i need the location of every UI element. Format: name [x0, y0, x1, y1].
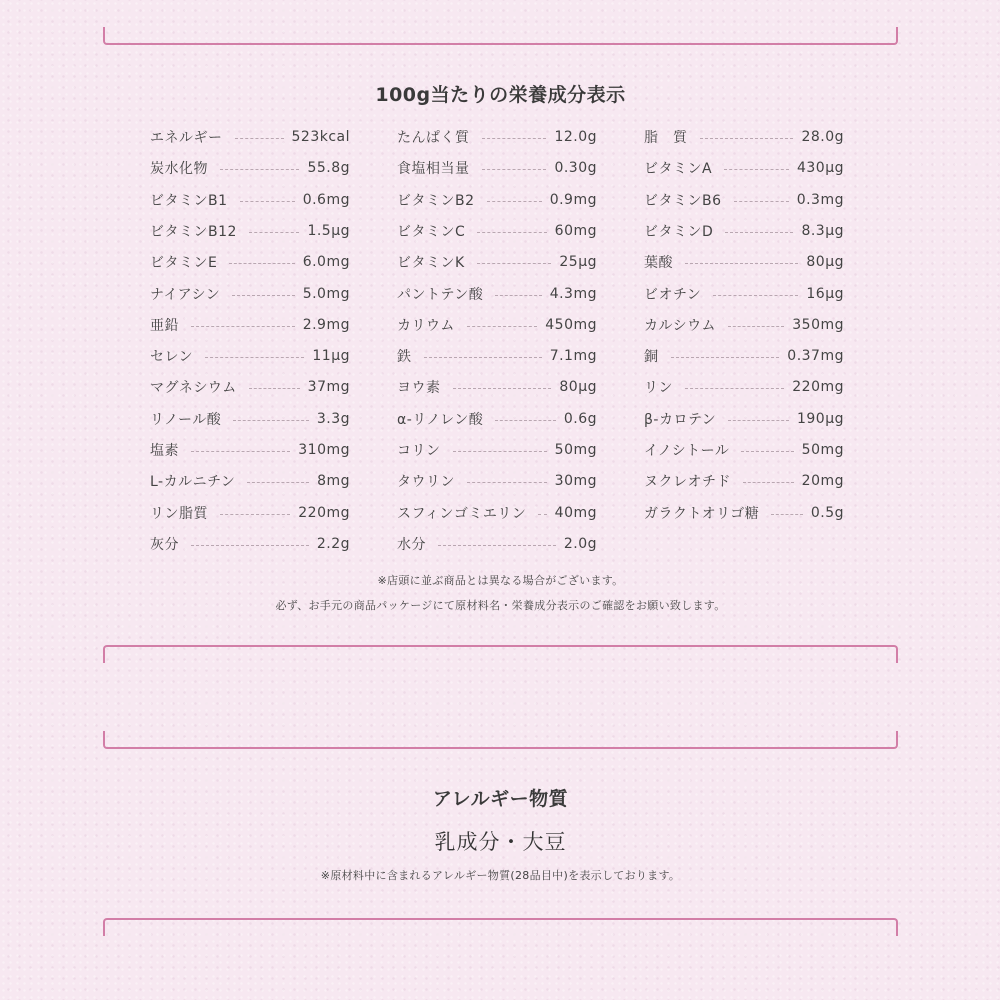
table-row: [150, 251, 844, 282]
nutrient-item: [644, 376, 844, 398]
nutrient-item: [397, 408, 597, 430]
nutrient-name: リノール酸: [150, 412, 222, 428]
nutrient-name: 塩素: [150, 443, 179, 459]
nutrient-item: [397, 157, 597, 179]
nutrient-value: 350mg: [792, 317, 844, 333]
nutrient-value: 0.6g: [563, 411, 597, 427]
nutrient-name: 亜鉛: [150, 318, 179, 334]
table-row: [150, 283, 844, 314]
nutrient-item: [644, 283, 844, 305]
nutrient-item: [397, 376, 597, 398]
dotted-leader: [467, 326, 537, 327]
allergy-title: アレルギー物質: [432, 788, 569, 810]
nutrient-value: 5.0mg: [302, 286, 350, 302]
nutrient-item: [150, 439, 350, 461]
dotted-leader: [220, 169, 299, 170]
dotted-leader: [495, 420, 556, 421]
dotted-leader: [743, 482, 794, 483]
nutrient-value: 450mg: [545, 317, 597, 333]
nutrition-title: 100g当たりの栄養成分表示: [375, 84, 626, 106]
nutrient-item: [397, 283, 597, 305]
nutrient-item: [644, 439, 844, 461]
panel-top-bracket: [103, 27, 898, 45]
allergy-panel: [103, 731, 898, 936]
nutrient-name: ナイアシン: [150, 287, 221, 303]
dotted-leader: [725, 232, 793, 233]
nutrient-value: 25μg: [559, 254, 597, 270]
dotted-leader: [482, 169, 547, 170]
nutrient-item: [150, 408, 350, 430]
nutrient-name: 食塩相当量: [397, 161, 470, 177]
nutrient-value: 40mg: [554, 505, 597, 521]
nutrient-name: ビタミンB1: [150, 193, 228, 209]
nutrient-name: ビタミンB2: [397, 193, 475, 209]
nutrient-name: セレン: [150, 349, 194, 365]
dotted-leader: [477, 263, 552, 264]
dotted-leader: [453, 451, 547, 452]
table-row: [150, 470, 844, 501]
nutrient-value: 3.3g: [316, 411, 350, 427]
dotted-leader: [424, 357, 542, 358]
dotted-leader: [728, 420, 789, 421]
nutrient-name: パントテン酸: [397, 287, 484, 303]
nutrient-item: [150, 189, 350, 211]
nutrient-value: 55.8g: [307, 160, 350, 176]
nutrient-item: [150, 376, 350, 398]
nutrient-value: 28.0g: [801, 129, 844, 145]
nutrient-item: [644, 126, 844, 148]
nutrient-value: 1.5μg: [307, 223, 350, 239]
nutrient-item: [644, 470, 844, 492]
dotted-leader: [477, 232, 546, 233]
nutrient-item: [397, 314, 597, 336]
nutrient-name: 脂 質: [644, 130, 688, 146]
table-row: [150, 502, 844, 533]
nutrient-item: [397, 502, 597, 524]
nutrient-item: [397, 189, 597, 211]
table-row: [150, 157, 844, 188]
dotted-leader: [713, 295, 798, 296]
panel-top-bracket: [103, 731, 898, 749]
table-row: [150, 189, 844, 220]
nutrient-name: カリウム: [397, 318, 455, 334]
nutrient-name: リン: [644, 380, 673, 396]
nutrient-name: ビオチン: [644, 287, 702, 303]
nutrient-item: [150, 533, 350, 555]
nutrient-value: 30mg: [554, 473, 597, 489]
nutrient-item: [150, 126, 350, 148]
nutrient-item: [150, 251, 350, 273]
allergy-value: 乳成分・大豆: [434, 830, 567, 854]
nutrient-value: 50mg: [801, 442, 844, 458]
nutrient-value: 8mg: [317, 473, 350, 489]
nutrient-value: 80μg: [559, 379, 597, 395]
nutrient-name: ビタミンB6: [644, 193, 722, 209]
nutrient-name: ビタミンE: [150, 255, 218, 271]
nutrient-value: 190μg: [796, 411, 844, 427]
nutrient-value: 37mg: [307, 379, 350, 395]
nutrient-name: イノシトール: [644, 443, 730, 459]
nutrient-item: [150, 502, 350, 524]
dotted-leader: [700, 138, 794, 139]
dotted-leader: [233, 420, 309, 421]
nutrient-item: [644, 220, 844, 242]
dotted-leader: [685, 388, 784, 389]
nutrient-name: ビタミンD: [644, 224, 714, 240]
nutrient-item: [397, 533, 597, 555]
nutrient-name: β-カロテン: [644, 412, 717, 428]
nutrient-item: [644, 408, 844, 430]
table-row: [150, 533, 844, 564]
nutrient-name: エネルギー: [150, 130, 223, 146]
dotted-leader: [724, 169, 789, 170]
nutrient-name: ヨウ素: [397, 380, 441, 396]
nutrient-name: 銅: [644, 349, 659, 365]
table-row: [150, 408, 844, 439]
dotted-leader: [205, 357, 304, 358]
nutrient-value: 2.9mg: [302, 317, 350, 333]
nutrient-value: 0.30g: [554, 160, 597, 176]
dotted-leader: [685, 263, 798, 264]
nutrient-name: ビタミンB12: [150, 224, 237, 240]
dotted-leader: [741, 451, 793, 452]
nutrient-item: [150, 470, 350, 492]
dotted-leader: [247, 482, 309, 483]
nutrient-name: カルシウム: [644, 318, 717, 334]
nutrient-name: たんぱく質: [397, 130, 470, 146]
nutrient-value: 4.3mg: [549, 286, 597, 302]
nutrient-name: 葉酸: [644, 255, 673, 271]
nutrition-panel: [103, 27, 898, 663]
nutrient-name: コリン: [397, 443, 441, 459]
dotted-leader: [232, 295, 295, 296]
nutrient-value: 220mg: [298, 505, 350, 521]
table-row: [150, 439, 844, 470]
panel-bottom-bracket: [103, 918, 898, 936]
dotted-leader: [467, 482, 547, 483]
dotted-leader: [438, 545, 556, 546]
nutrient-item: [644, 189, 844, 211]
dotted-leader: [191, 451, 290, 452]
nutrient-name: 炭水化物: [150, 161, 208, 177]
nutrient-name: α-リノレン酸: [397, 412, 484, 428]
nutrient-item: [644, 251, 844, 273]
nutrient-item: [397, 439, 597, 461]
nutrient-value: 0.3mg: [796, 192, 844, 208]
nutrient-value: 220mg: [792, 379, 844, 395]
nutrient-name: L-カルニチン: [150, 474, 236, 490]
nutrition-note-2: 必ず、お手元の商品パッケージにて原材料名・栄養成分表示のご確認をお願い致します。: [275, 599, 726, 612]
nutrient-value: 2.2g: [316, 536, 350, 552]
nutrient-value: 523kcal: [291, 129, 350, 145]
table-row: [150, 126, 844, 157]
nutrient-name: ビタミンC: [397, 224, 466, 240]
nutrient-name: ビタミンK: [397, 255, 465, 271]
dotted-leader: [229, 263, 294, 264]
dotted-leader: [734, 201, 789, 202]
dotted-leader: [191, 326, 295, 327]
nutrient-item: [397, 470, 597, 492]
table-row: [150, 314, 844, 345]
nutrient-item: [150, 314, 350, 336]
nutrient-item: [150, 220, 350, 242]
nutrition-table: [150, 126, 844, 566]
dotted-leader: [487, 201, 542, 202]
panel-bottom-bracket: [103, 645, 898, 663]
nutrient-value: 0.9mg: [549, 192, 597, 208]
nutrient-item: [397, 126, 597, 148]
nutrient-value: 430μg: [796, 160, 844, 176]
dotted-leader: [220, 514, 290, 515]
nutrient-value: 8.3μg: [801, 223, 844, 239]
nutrient-name: リン脂質: [150, 506, 208, 522]
dotted-leader: [495, 295, 541, 296]
nutrient-value: 16μg: [806, 286, 844, 302]
nutrient-name: タウリン: [397, 474, 455, 490]
nutrient-item: [397, 220, 597, 242]
dotted-leader: [249, 232, 300, 233]
dotted-leader: [191, 545, 309, 546]
nutrient-item: [644, 157, 844, 179]
nutrient-item: [644, 314, 844, 336]
dotted-leader: [728, 326, 784, 327]
nutrient-value: 310mg: [298, 442, 350, 458]
nutrient-value: 11μg: [312, 348, 350, 364]
nutrient-item: [397, 345, 597, 367]
dotted-leader: [482, 138, 547, 139]
dotted-leader: [249, 388, 300, 389]
table-row: [150, 345, 844, 376]
table-row: [150, 220, 844, 251]
nutrient-item: [150, 157, 350, 179]
nutrient-value: 0.6mg: [302, 192, 350, 208]
dotted-leader: [538, 514, 546, 515]
nutrient-item: [644, 345, 844, 367]
table-row: [150, 376, 844, 407]
nutrient-name: 水分: [397, 537, 426, 553]
dotted-leader: [453, 388, 552, 389]
nutrient-item: [150, 283, 350, 305]
nutrient-value: 60mg: [554, 223, 597, 239]
nutrient-value: 0.37mg: [787, 348, 844, 364]
allergy-note: ※原材料中に含まれるアレルギー物質(28品目中)を表示しております。: [320, 869, 681, 882]
nutrient-name: スフィンゴミエリン: [397, 506, 527, 522]
nutrient-name: ビタミンA: [644, 161, 713, 177]
nutrient-name: ガラクトオリゴ糖: [644, 506, 760, 522]
nutrient-value: 7.1mg: [549, 348, 597, 364]
dotted-leader: [240, 201, 295, 202]
nutrient-item: [644, 502, 844, 524]
nutrient-value: 20mg: [801, 473, 844, 489]
nutrition-note-1: ※店頭に並ぶ商品とは異なる場合がございます。: [377, 574, 624, 587]
nutrient-value: 6.0mg: [302, 254, 350, 270]
nutrient-name: マグネシウム: [150, 380, 237, 396]
dotted-leader: [235, 138, 284, 139]
nutrient-value: 2.0g: [563, 536, 597, 552]
nutrient-name: 灰分: [150, 537, 179, 553]
nutrient-name: 鉄: [397, 349, 412, 365]
dotted-leader: [671, 357, 780, 358]
nutrient-value: 50mg: [554, 442, 597, 458]
nutrient-value: 0.5g: [810, 505, 844, 521]
nutrient-name: ヌクレオチド: [644, 474, 731, 490]
nutrient-value: 80μg: [806, 254, 844, 270]
dotted-leader: [771, 514, 803, 515]
nutrient-value: 12.0g: [554, 129, 597, 145]
nutrient-item: [397, 251, 597, 273]
nutrient-item: [150, 345, 350, 367]
